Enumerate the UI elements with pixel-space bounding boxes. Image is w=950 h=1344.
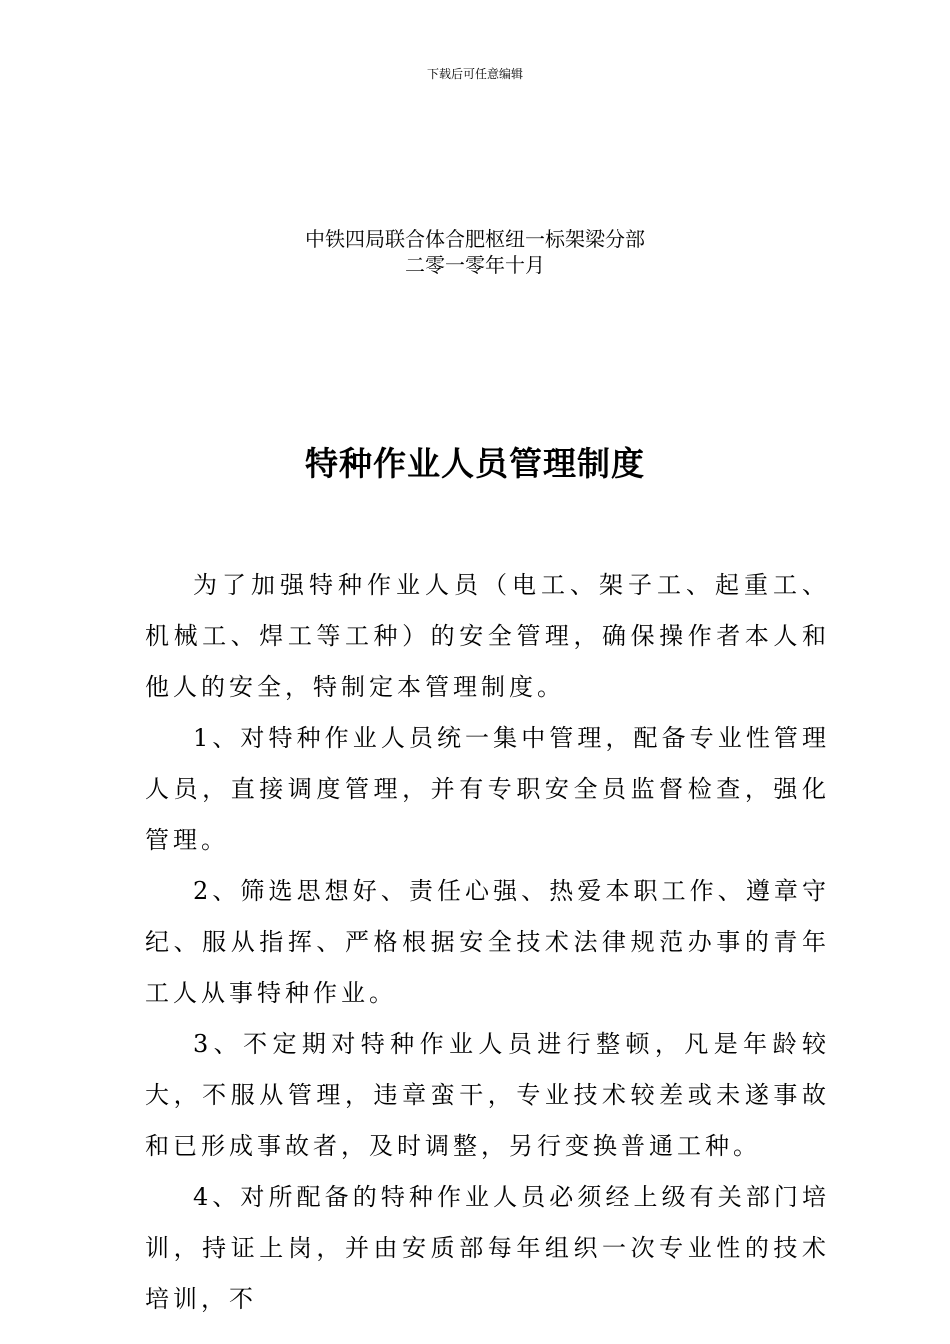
document-body bbox=[145, 560, 830, 1325]
header-note: 下载后可任意编辑 bbox=[426, 67, 523, 81]
intro-paragraph: 为了加强特种作业人员（电工、架子工、起重工、机械工、焊工等工种）的安全管理，确保操作者本人和他人的安全，特制定本管理制度。 bbox=[145, 571, 830, 701]
document-title: 特种作业人员管理制度 bbox=[305, 444, 645, 483]
document-date: 二零一零年十月 bbox=[405, 253, 545, 277]
clause-3-paragraph: 3、不定期对特种作业人员进行整顿，凡是年龄较大，不服从管理，违章蛮干，专业技术较差或未遂事故和已形成事故者，及时调整，另行变换普通工种。 bbox=[145, 1030, 830, 1160]
clause-2-paragraph: 2、筛选思想好、责任心强、热爱本职工作、遵章守纪、服从指挥、严格根据安全技术法律规范办事的青年工人从事特种作业。 bbox=[145, 877, 830, 1007]
organization-block bbox=[0, 226, 950, 278]
organization-name: 中铁四局联合体合肥枢纽一标架梁分部 bbox=[305, 227, 645, 251]
clause-1-paragraph: 1、对特种作业人员统一集中管理，配备专业性管理人员，直接调度管理，并有专职安全员监督检查，强化管理。 bbox=[145, 724, 830, 854]
clause-4-paragraph: 4、对所配备的特种作业人员必须经上级有关部门培训，持证上岗，并由安质部每年组织一次专业性的技术培训，不 bbox=[145, 1183, 830, 1313]
